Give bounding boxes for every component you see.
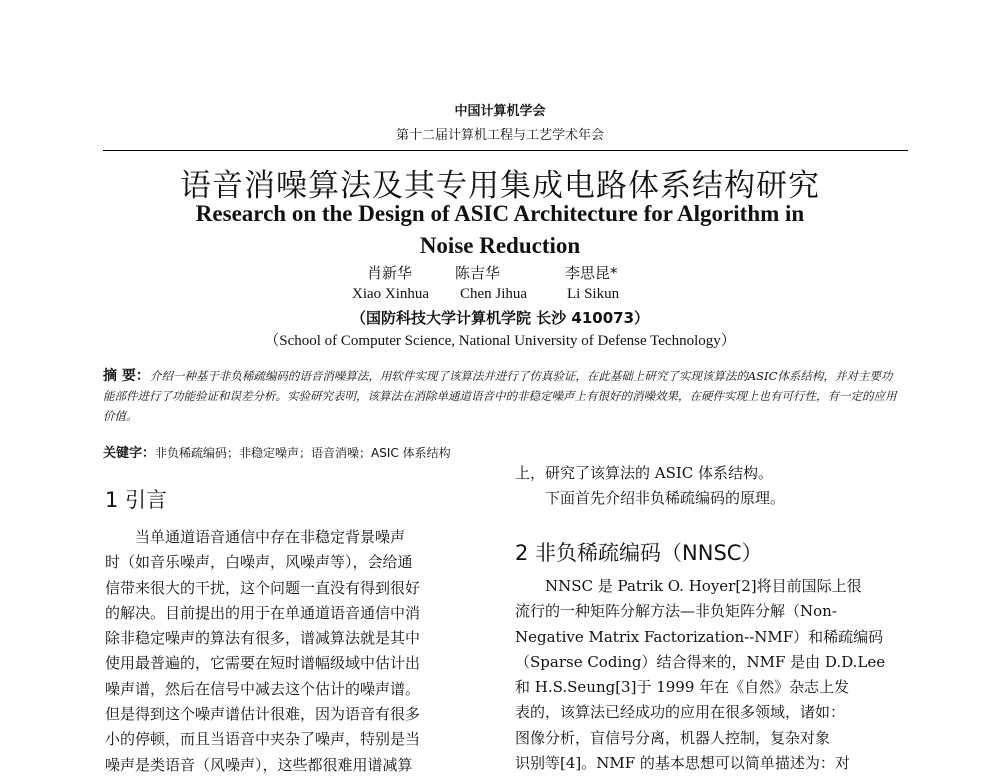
paragraph-line: 噪声是类语音（风噪声），这些都很难用谱减算	[105, 755, 413, 774]
paragraph-line: 信带来很大的干扰，这个问题一直没有得到很好	[105, 578, 421, 597]
authors-chinese	[0, 262, 1000, 282]
title-english-line2: Noise Reduction	[419, 233, 581, 258]
paragraph-line: 和 H.S.Seung[3]于 1999 年在《自然》杂志上发	[515, 678, 850, 697]
paragraph-line: Negative Matrix Factorization--NMF）和稀疏编码	[515, 627, 884, 646]
abstract	[103, 366, 903, 426]
paragraph-line: 流行的一种矩阵分解方法—非负矩阵分解（Non-	[515, 602, 837, 621]
paragraph-line: 当单通道语音通信中存在非稳定背景噪声	[105, 528, 406, 546]
paragraph-line: 表的，该算法已经成功的应用在很多领域，诸如：	[515, 703, 846, 722]
paragraph-line: 除非稳定噪声的算法有很多，谱减算法就是其中	[105, 629, 421, 648]
title-english-line1: Research on the Design of ASIC Architecture for Algorithm in	[195, 201, 805, 226]
affiliation-chinese: （国防科技大学计算机学院 长沙 410073）	[350, 309, 650, 327]
paragraph-line: 但是得到这个噪声谱估计很难，因为语音有很多	[105, 705, 421, 724]
section-2-body	[515, 574, 893, 776]
conference-name: 中国计算机学会	[454, 104, 546, 119]
title-chinese: 语音消噪算法及其专用集成电路体系结构研究	[180, 168, 820, 204]
author-3-zh: 李思昆*	[565, 264, 618, 282]
authors-english	[0, 286, 1000, 306]
paragraph-line: 噪声谱，然后在信号中减去这个估计的噪声谱。	[105, 679, 421, 698]
keywords	[103, 442, 703, 461]
conference-session: 第十二届计算机工程与工艺学术年会	[395, 128, 604, 143]
right-intro-text	[515, 461, 893, 512]
paragraph-line: 下面首先介绍非负稀疏编码的原理。	[515, 489, 786, 508]
paragraph-line: NNSC 是 Patrik O. Hoyer[2]将目前国际上很	[515, 577, 862, 595]
paragraph-line: （Sparse Coding）结合得来的，NMF 是由 D.D.Lee	[515, 652, 886, 671]
header-rule	[103, 150, 908, 151]
author-2-en: Chen Jihua	[460, 286, 528, 302]
abstract-label: 摘 要：	[103, 368, 150, 384]
keywords-text: 非负稀疏编码；非稳定噪声；语音消噪；ASIC 体系结构	[155, 446, 451, 460]
paragraph-line: 上，研究了该算法的 ASIC 体系结构。	[515, 464, 774, 482]
author-1-en: Xiao Xinhua	[352, 286, 430, 302]
section-1-heading: 1 引言	[105, 488, 168, 512]
author-2-zh: 陈吉华	[455, 264, 501, 282]
affiliation-english: （School of Computer Science, National University of Defense Technology）	[264, 333, 736, 349]
title-english	[0, 198, 1000, 262]
paragraph-line: 识别等[4]。NMF 的基本思想可以简单描述为：对	[515, 754, 850, 773]
paragraph-line: 的解决。目前提出的用于在单通道语音通信中消	[105, 603, 421, 622]
section-1-body	[105, 525, 485, 778]
paragraph-line: 小的停顿，而且当语音中夹杂了噪声，特别是当	[105, 730, 421, 749]
keywords-label: 关键字：	[103, 446, 156, 461]
author-1-zh: 肖新华	[367, 264, 413, 282]
paragraph-line: 时（如音乐噪声，白噪声，风噪声等），会给通	[105, 553, 413, 572]
paragraph-line: 图像分析，盲信号分离，机器人控制，复杂对象	[515, 728, 831, 747]
abstract-text: 介绍一种基于非负稀疏编码的语音消噪算法，用软件实现了该算法并进行了仿真验证，在此基础上研究了实现该算法的ASIC体系结构，并对主要功能部件进行了功能验证和误差分析。实验研究表明，该算法在消除单通道语音中的非稳定噪声上有很好的消噪效果，在硬件实现上也有可行性，有一定的应用价值。	[103, 369, 897, 423]
section-2-heading: 2 非负稀疏编码（NNSC）	[515, 541, 763, 565]
author-3-en: Li Sikun	[567, 286, 620, 302]
paragraph-line: 使用最普遍的，它需要在短时谱幅级域中估计出	[105, 654, 421, 673]
